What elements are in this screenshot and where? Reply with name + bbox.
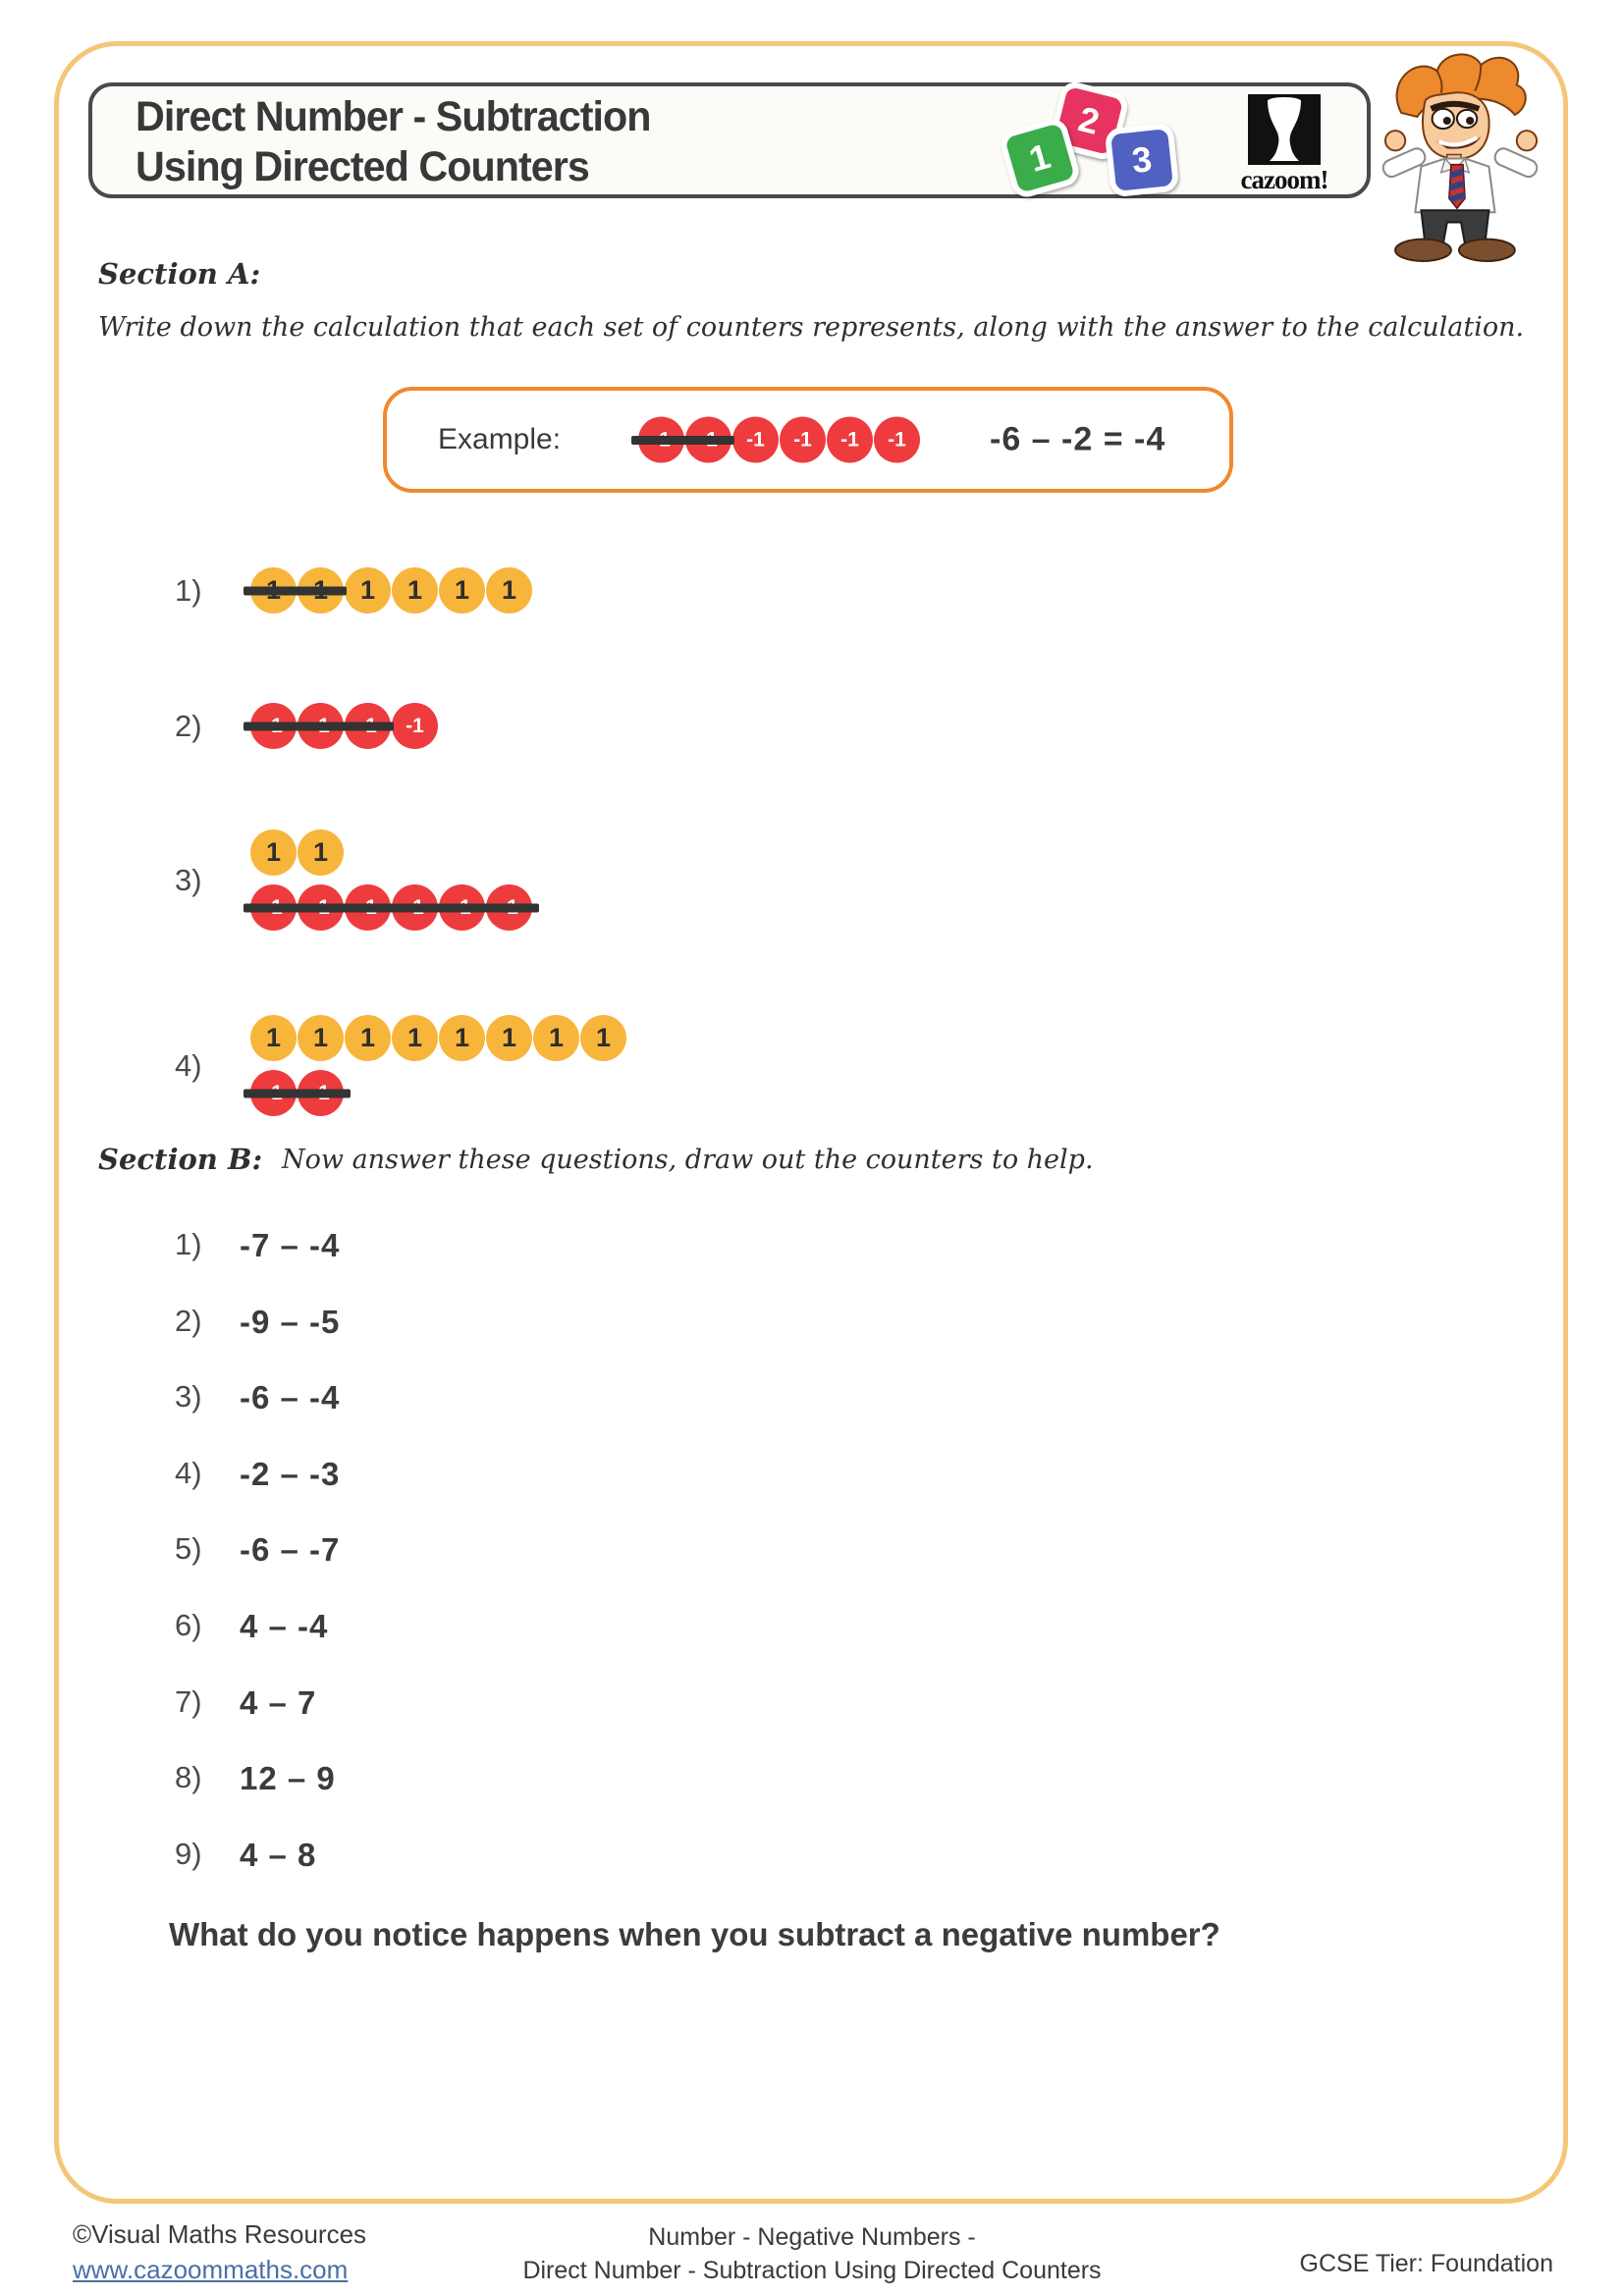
section-b-question [175, 1608, 328, 1645]
title-box [88, 82, 1371, 198]
section-a-question-3 [175, 829, 533, 931]
negative-counter: -1 [874, 417, 920, 463]
numbers-123-logo [1005, 90, 1192, 196]
section-b-question [175, 1760, 336, 1797]
final-question: What do you notice happens when you subtract a negative number? [169, 1916, 1220, 1952]
section-b-question [175, 1837, 316, 1874]
section-a-question-2 [175, 703, 439, 749]
strike-line [244, 903, 539, 912]
positive-counter: 1 [392, 567, 438, 614]
counter-row [250, 567, 533, 614]
tier-label: GCSE Tier: Foundation [1299, 2250, 1553, 2277]
example-equation: -6 – -2 = -4 [990, 420, 1166, 458]
example-counters [638, 417, 921, 463]
counter-row [250, 884, 533, 931]
section-b-question [175, 1684, 316, 1722]
question-expression: -7 – -4 [240, 1227, 341, 1263]
question-number: 2) [175, 708, 202, 743]
footer-topic [321, 2220, 1303, 2287]
question-number: 2) [175, 1304, 202, 1338]
question-expression: -2 – -3 [240, 1456, 341, 1492]
positive-counter: 1 [533, 1015, 579, 1061]
question-expression: 4 – -4 [240, 1608, 329, 1644]
tile-3: 3 [1105, 123, 1180, 198]
title-line-2: Using Directed Counters [135, 143, 589, 190]
question-number: 5) [175, 1531, 202, 1566]
website-link[interactable]: www.cazoommaths.com [73, 2255, 349, 2284]
question-number: 1) [175, 572, 202, 608]
section-a-question-1 [175, 567, 533, 614]
question-expression: -9 – -5 [240, 1304, 341, 1340]
positive-counter: 1 [298, 829, 344, 876]
strike-line [244, 586, 347, 595]
question-number: 7) [175, 1684, 202, 1719]
tile-1: 1 [998, 116, 1083, 201]
positive-counter: 1 [345, 1015, 391, 1061]
strike-line [244, 721, 394, 730]
counter-row [638, 417, 921, 463]
page-title [135, 92, 651, 192]
negative-counter: -1 [780, 417, 826, 463]
positive-counter: 1 [439, 1015, 485, 1061]
section-a-heading: Section A: [98, 257, 261, 291]
positive-counter: 1 [439, 567, 485, 614]
positive-counter: 1 [486, 1015, 532, 1061]
section-b-question [175, 1227, 340, 1264]
counter-row [250, 1070, 345, 1116]
section-a-question-4 [175, 1015, 627, 1116]
cazoom-wordmark: cazoom! [1240, 165, 1328, 194]
mascot-character [1379, 49, 1543, 263]
question-number: 6) [175, 1608, 202, 1642]
negative-counter: -1 [392, 703, 438, 749]
question-number: 3) [175, 1379, 202, 1414]
positive-counter: 1 [345, 567, 391, 614]
question-number: 8) [175, 1760, 202, 1794]
question-expression: 4 – 7 [240, 1684, 317, 1721]
question-number: 4) [175, 1456, 202, 1490]
question-expression: -6 – -7 [240, 1531, 341, 1568]
copyright-text: ©Visual Maths Resources [73, 2219, 367, 2249]
question-number: 9) [175, 1837, 202, 1871]
positive-counter: 1 [392, 1015, 438, 1061]
example-label: Example: [438, 423, 562, 455]
section-b-question [175, 1531, 340, 1569]
cazoom-logo [1235, 94, 1333, 195]
positive-counter: 1 [298, 1015, 344, 1061]
title-line-1: Direct Number - Subtraction [135, 93, 651, 140]
section-a-instruction: Write down the calculation that each set of counters represents, along with the answer to the calculation. [98, 312, 1525, 343]
section-b-question [175, 1379, 340, 1416]
section-b-question [175, 1304, 340, 1341]
counter-row [250, 703, 439, 749]
positive-counter: 1 [250, 829, 297, 876]
positive-counter: 1 [486, 567, 532, 614]
strike-line [631, 436, 734, 445]
negative-counter: -1 [827, 417, 873, 463]
question-expression: 12 – 9 [240, 1760, 336, 1796]
example-box [383, 387, 1233, 493]
strike-line [244, 1089, 351, 1097]
section-b-instruction: Now answer these questions, draw out the counters to help. [282, 1145, 1094, 1175]
question-expression: 4 – 8 [240, 1837, 317, 1873]
positive-counter: 1 [580, 1015, 626, 1061]
negative-counter: -1 [732, 417, 779, 463]
question-number: 4) [175, 1047, 202, 1083]
topic-line-2: Direct Number - Subtraction Using Directed Counters [522, 2257, 1102, 2284]
question-number: 3) [175, 862, 202, 897]
positive-counter: 1 [250, 1015, 297, 1061]
question-number: 1) [175, 1227, 202, 1261]
topic-line-1: Number - Negative Numbers - [648, 2223, 976, 2251]
section-b-heading: Section B: [98, 1143, 263, 1176]
section-b-question [175, 1456, 340, 1493]
counter-row [250, 1015, 627, 1061]
tile-2: 2 [1048, 80, 1131, 163]
cazoom-drum-icon [1248, 94, 1321, 165]
page-border [54, 41, 1568, 2204]
question-expression: -6 – -4 [240, 1379, 341, 1415]
counter-row [250, 829, 345, 876]
